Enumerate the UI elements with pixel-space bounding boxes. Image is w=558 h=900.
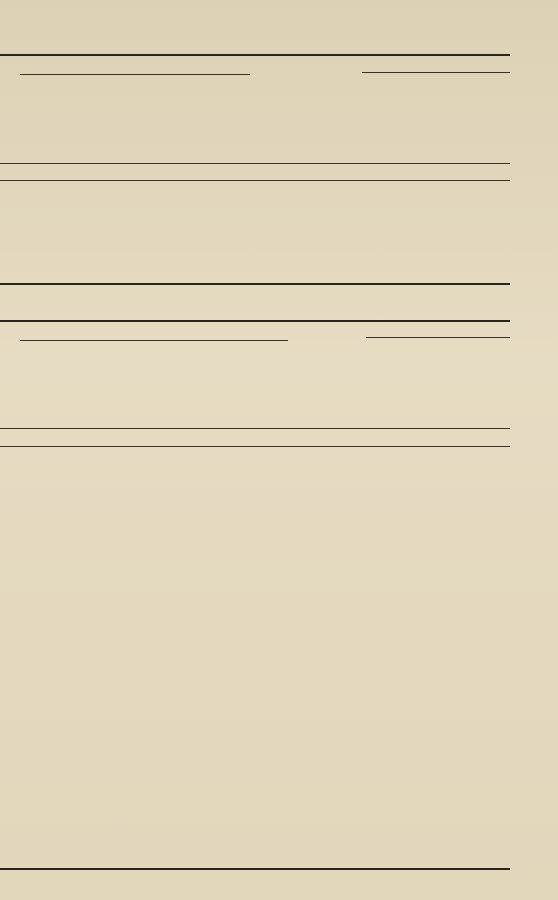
table2-header-rule [0, 428, 510, 429]
table2-group-rule-delays [20, 340, 288, 341]
table1-colnum-rule [0, 180, 510, 181]
t1-header-1 [18, 76, 48, 162]
table1-top-rule [0, 54, 510, 56]
table2-top-rule [0, 320, 510, 322]
table1-group-rule-workers [362, 72, 510, 73]
table2-colnum-rule [0, 446, 510, 447]
table1-header-rule [0, 163, 510, 164]
table2-bottom-rule [0, 868, 510, 870]
table1-bottom-rule [0, 283, 510, 285]
table2-group-rule-workers [366, 337, 510, 338]
table1-group-rule-delays [20, 74, 250, 75]
